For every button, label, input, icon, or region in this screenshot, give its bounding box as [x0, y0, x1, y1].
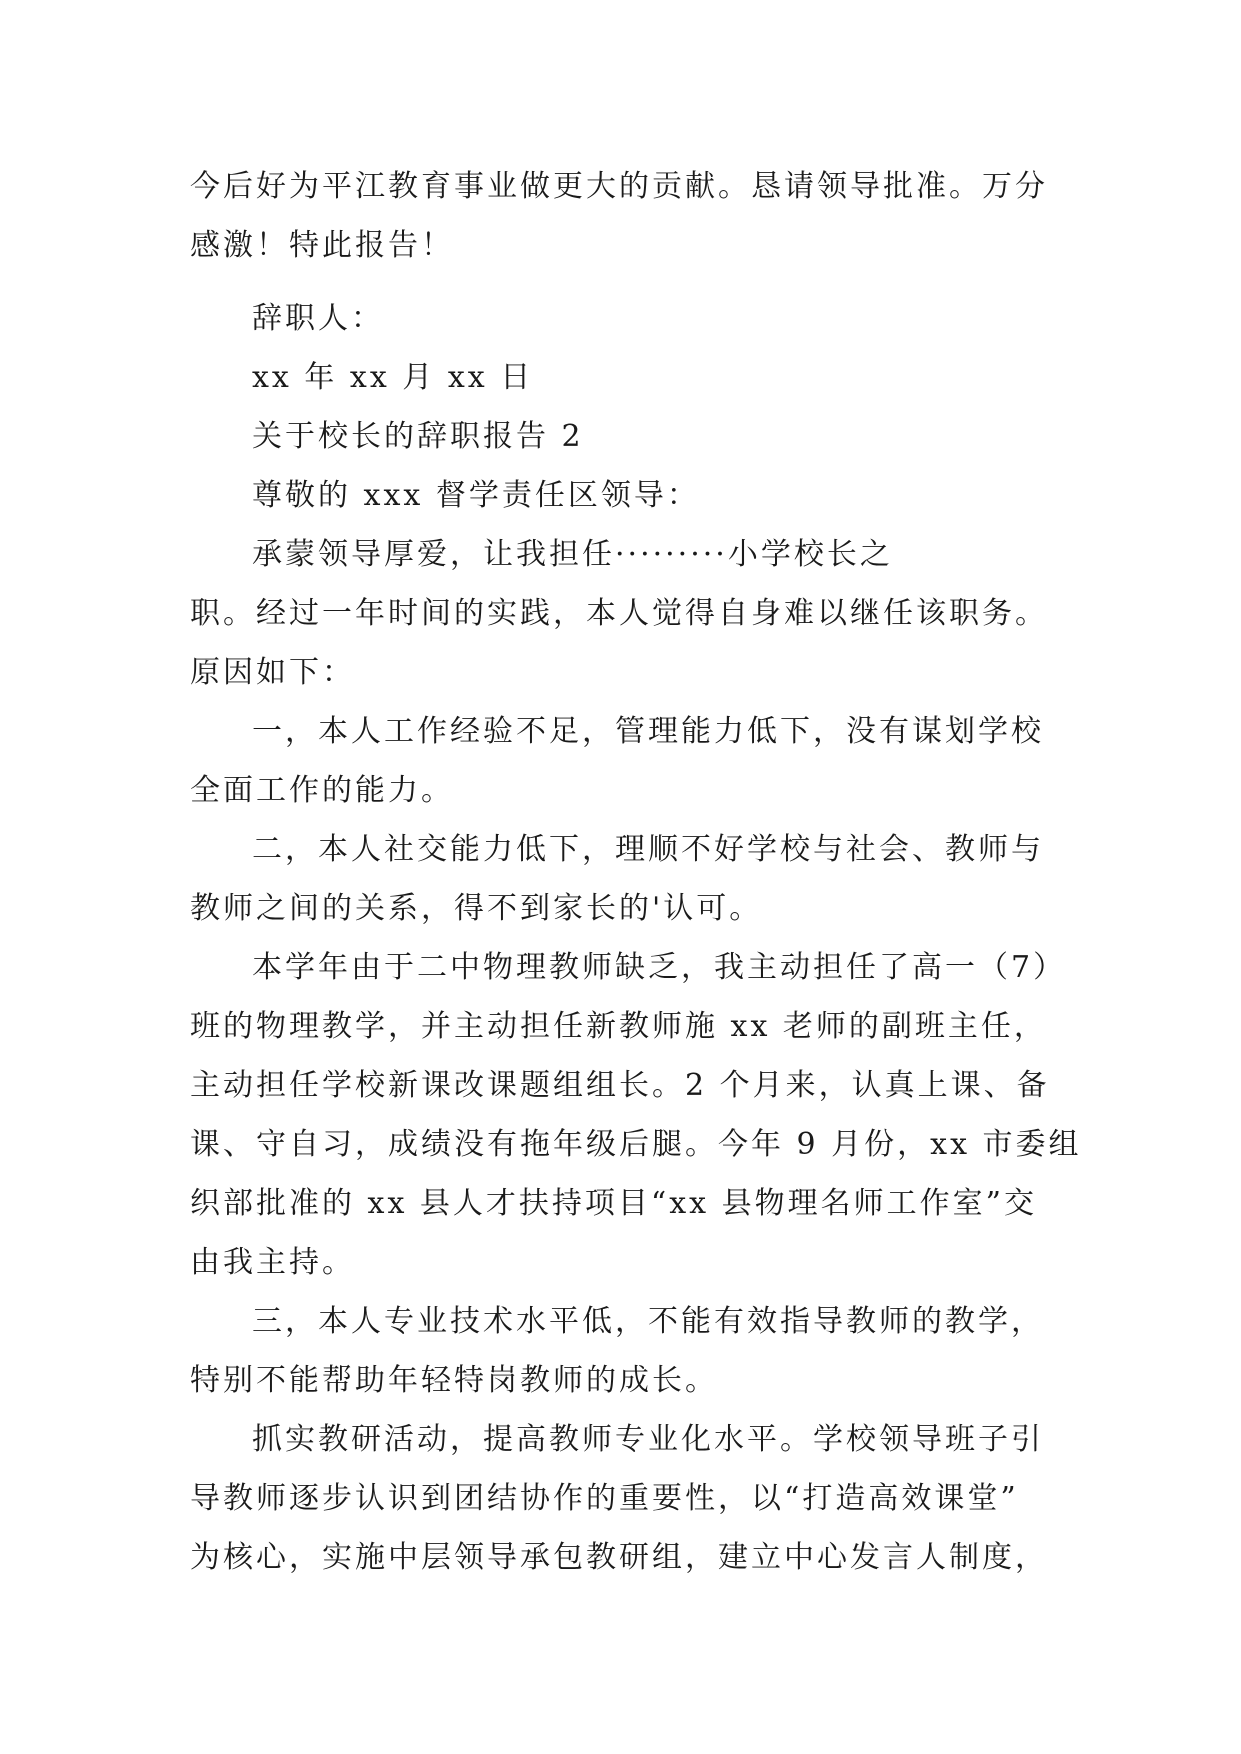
text-line: 职。经过一年时间的实践，本人觉得自身难以继任该职务。 [190, 596, 1048, 631]
text-line: 抓实教研活动，提高教师专业化水平。学校领导班子引 [252, 1422, 1044, 1457]
text-line: 二，本人社交能力低下，理顺不好学校与社会、教师与 [252, 832, 1044, 867]
text-line: 三，本人专业技术水平低，不能有效指导教师的教学， [252, 1304, 1044, 1339]
text-line: 织部批准的 xx 县人才扶持项目“xx 县物理名师工作室”交 [190, 1186, 1037, 1221]
text-line: 特别不能帮助年轻特岗教师的成长。 [190, 1363, 718, 1398]
text-line: 一，本人工作经验不足，管理能力低下，没有谋划学校 [252, 714, 1044, 749]
text-line: 由我主持。 [190, 1245, 355, 1280]
section-title: 关于校长的辞职报告 2 [252, 419, 584, 454]
date-line: xx 年 xx 月 xx 日 [252, 360, 534, 395]
text-line: 原因如下： [190, 655, 355, 690]
text-line: 为核心，实施中层领导承包教研组，建立中心发言人制度， [190, 1540, 1048, 1575]
text-line: 教师之间的关系，得不到家长的'认可。 [190, 891, 763, 926]
text-line: 课、守自习，成绩没有拖年级后腿。今年 9 月份，xx 市委组 [190, 1127, 1082, 1162]
text-line: 今后好为平江教育事业做更大的贡献。恳请领导批准。万分 [190, 169, 1048, 204]
signature-label: 辞职人： [252, 301, 384, 336]
text-line: 导教师逐步认识到团结协作的重要性，以“打造高效课堂” [190, 1481, 1019, 1516]
text-line: 承蒙领导厚爱，让我担任·········小学校长之 [252, 537, 893, 572]
text-line: 全面工作的能力。 [190, 773, 454, 808]
salutation: 尊敬的 xxx 督学责任区领导： [252, 478, 700, 513]
text-line: 主动担任学校新课改课题组组长。2 个月来，认真上课、备 [190, 1068, 1050, 1103]
text-line: 感激！特此报告！ [190, 228, 454, 263]
text-line: 本学年由于二中物理教师缺乏，我主动担任了高一（7） [252, 950, 1067, 985]
text-line: 班的物理教学，并主动担任新教师施 xx 老师的副班主任， [190, 1009, 1047, 1044]
